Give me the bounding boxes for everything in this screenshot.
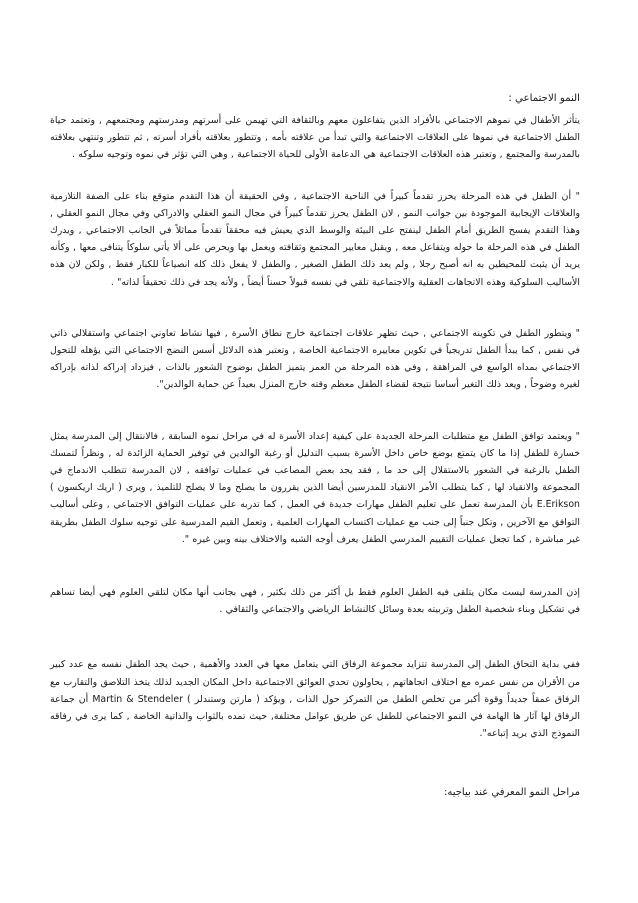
spacer — [50, 742, 580, 786]
paragraph-4: " ويعتمد توافق الطفل مع متطلبات المرحلة الجديدة على كيفية إعداد الأسرة له في مراحل نموه السابقة , فالانتقال إلى المدرسة يمثل خسارة للطفل إذا ما كان يتمتع بوضع خاص داخل الأسرة بسبب التدليل أو رغبة الوالدين في توفير الحماية الزائدة له , ونظراً لتمسك الطفل بالرغبة في الشعور بالاستقلال إلى حد ما , فقد يجد بعض المصاعب في عمليات توافقه , لان المدرسة تتطلب الاندماج في المجموعة والانقياد لها , كما يتطلب الأمر الانقياد للمدرسين أيضا الذين يقررون ما يصلح وما لا يصلح للتلميذ , ويرى ( اريك اريكسون ) E.Erikson بأن المدرسة تعمل على تعليم الطفل مهارات جديدة في العمل , كما تدربه على عمليات التوافق الاجتماعي , وعلى أساليب التوافق مع الآخرين , وتكل جنباً إلى جنب مع عمليات اكتساب المهارات العلمية , وتعمل القيم المدرسية على توجيه سلوك الطفل بطريقة غير مباشرة , كما تجعل عمليات التقييم المدرسي الطفل يعرف أوجه الشبه والاختلاف بينه وبين غيره ". — [50, 430, 580, 545]
paragraph-2: " أن الطفل في هذه المرحلة يحرز تقدماً كبيراً في الناحية الاجتماعية , وفي الحقيقة أن هذا التقدم متوقع بناء على الصفة التلازمية والعلاقات الإيجابية الموجودة بين جوانب النمو , لان الطفل يحرز تقدماً كبيراً في مجال النمو العقلي والادراكي وفي مجال النمو العقلي , وهذا التقدم يفسح الطريق أمام الطفل لينفتح على البيئة والوسط الذي يعيش فيه محققاً تقدماً مماثلاً في الجانب الاجتماعي , ويدرك الطفل في هذه المرحلة ما حوله ويتفاعل معه , ويقبل معايير المجتمع وثقافته ويعمل بها ويحرص على ألا يأتي سلوكاً يتنافى معها , وكأنه يريد أن يثبت للمحيطين به انه أصبح رجلا , ولم يعد ذلك الطفل الصغير , والطفل لا يفعل ذلك كله انصياعاً للكبار فقط , ولكن لان هذه الأساليب السلوكية وهذه الاتجاهات العقلية والاجتماعية تلقي في نفسه قبولاً حسناً أيضاً , ولأنه يجد في ذلك تحقيقاً لذاته" . — [50, 190, 580, 288]
closing-heading: مراحل النمو المعرفي عند بياجيه: — [444, 787, 580, 799]
document-page — [50, 92, 580, 800]
spacer — [50, 291, 580, 325]
section-heading: النمو الاجتماعي : — [508, 93, 580, 104]
spacer — [50, 548, 580, 584]
spacer — [50, 394, 580, 428]
paragraph-3: " ويتطور الطفل في تكوينه الاجتماعي , حيث تظهر علاقات اجتماعية خارج نطاق الأسرة , فيها نشاط تعاوني اجتماعي واستقلالي ذاتي في نفس , كما يبدأ الطفل تدريجياً في تكوين معاييره الاجتماعية الخاصة , وتعتبر هذه الدلائل أسس النضج الاجتماعي التي يؤهله للتحول الاجتماعي بمداه الواسع في المراهقة , وفي هذه المرحلة من العمر يتميز الطفل بوضوح الشعور بالذات , فيزداد إدراكه لذاته بإدراكه لغيره وضوحاً , ويعد ذلك التغير أساسا نتيجة لقضاء الطفل معظم وقته خارج المنزل بعيداً عن حماية الوالدين". — [50, 327, 580, 391]
paragraph-6: ففي بداية التحاق الطفل إلى المدرسة تتزايد مجموعة الرفاق التي يتعامل معها في العدد والأهمية , حيث يجد الطفل نفسه مع عدد كبير من الأقران من نفس عمره مع اختلاف اتجاهاتهم , يحاولون تحدي العوائق الاجتماعية داخل المكان الجديد لذلك يتخذ التلاصق والتقارب مع الرفاق عمقاً جديداً وقوة أكبر من تخلص الطفل من التمركز حول الذات , ويؤكد ( مارتن وستندلر ) Martin & Stendeler أن جماعة الرفاق لها آثار ها الهامة في النمو الاجتماعي للطفل عن طريق عوامل مختلفة, حيث تمده بالثواب والذاتية الخاصة , كما يرى في رفاقه النموذج الذي يريد إتباعه". — [50, 659, 580, 740]
spacer — [50, 164, 580, 188]
paragraph-1: يتأثر الأطفال في نموهم الاجتماعي بالأفراد الذين يتفاعلون معهم وبالثقافة التي تهيمن على أسرتهم ومدرستهم ومجتمعهم , وتعتمد حياة الطفل الاجتماعية في نموها على العلاقات الاجتماعية والتي تبدأ من علاقته بأمه , وتتطور بعلاقته بأفراد أسرته , ثم تتطور وتنتهي بعلاقته بالمدرسة والمجتمع , وتعتبر هذه العلاقات الاجتماعية هي الدعامة الأولى للحياة الاجتماعية , وهي التي تؤثر في نموه وتوجيه سلوكه . — [50, 115, 580, 161]
paragraph-5: إذن المدرسة ليست مكان يتلقى فيه الطفل العلوم فقط بل أكثر من ذلك بكثير , فهي بجانب أنها مكان لتلقي العلوم فهي أيضا تساهم في تشكيل وبناء شخصية الطفل وتربيته بعدة وسائل كالنشاط الرياضي والاجتماعي والثقافي . — [50, 587, 580, 616]
spacer — [50, 618, 580, 656]
